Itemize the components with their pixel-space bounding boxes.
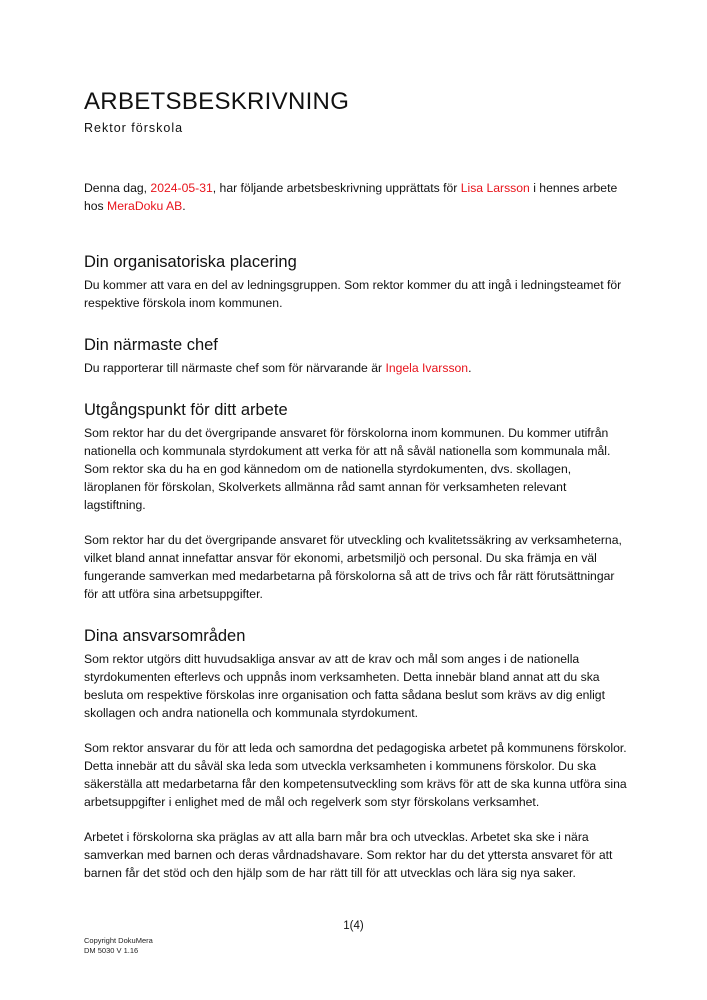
section-paragraph: Arbetet i förskolorna ska präglas av att alla barn mår bra och utvecklas. Arbetet ska ske i nära samverkan med barnen och deras vårdnadshavare. Som rektor har du det yttersta ansvaret för att barnen får det stöd och den hjälp som de har rätt till för att utvecklas och lära sig nya saker. [84,830,613,880]
employee-name: Lisa Larsson [460,181,530,195]
section-utgangspunkt [84,400,629,603]
page-number: 1(4) [343,920,364,932]
intro-text: Denna dag, [84,181,151,195]
document-subtitle: Rektor förskola [84,121,184,135]
section-paragraph: Som rektor har du det övergripande ansvaret för förskolorna inom kommunen. Du kommer utifrån nationella och kommunala styrdokument att verka för att nå såväl nationella som kommunala mål. Som rektor ska du ha en god kännedom om de nationella styrdokumenten, dvs. skollagen, läroplanen för förskolan, Skolverkets allmänna råd samt annan för verksamheten relevant lagstiftning. [84,426,611,512]
section-paragraph: Som rektor utgörs ditt huvudsakliga ansvar av att de krav och mål som anges i de nationella styrdokumenten efterlevs och uppnås inom verksamheten. Detta innebär bland annat att du ska besluta om respektive förskolas inre organisation och fatta sådana beslut som krävs av dig enligt skollagen och andra nationella och kommunala styrdokument. [84,652,605,720]
document-page [84,88,629,882]
document-title: ARBETSBESKRIVNING [84,88,350,115]
section-paragraph: Du kommer att vara en del av ledningsgruppen. Som rektor kommer du att ingå i ledningsteamet för respektive förskola inom kommunen. [84,278,622,310]
footer-version: DM 5030 V 1.16 [84,946,139,955]
intro-text: , har följande arbetsbeskrivning upprättats för [212,181,461,195]
section-paragraph [84,359,629,377]
section-heading: Din organisatoriska placering [84,253,297,271]
section-chef [84,335,629,377]
paragraph-text: . [468,361,472,375]
paragraph-text: Du rapporterar till närmaste chef som för närvarande är [84,361,386,375]
intro-text: . [182,199,186,213]
section-heading: Utgångspunkt för ditt arbete [84,401,288,419]
section-heading: Din närmaste chef [84,336,218,354]
manager-name: Ingela Ivarsson [385,361,469,375]
section-paragraph: Som rektor ansvarar du för att leda och samordna det pedagogiska arbetet på kommunens förskolor. Detta innebär att du såväl ska leda som utveckla verksamheten i kommunens förskolor. Du ska säkerställa att medarbetarna får den kompetensutveckling som krävs för att de ska kunna utföra sina arbetsuppgifter i enlighet med de mål och regelverk som styr förskolans verksamhet. [84,741,627,809]
footer-copyright: Copyright DokuMera [84,936,153,945]
intro-text: i hennes arbete hos [84,181,618,213]
footer [84,936,153,956]
section-paragraph: Som rektor har du det övergripande ansvaret för utveckling och kvalitetssäkring av verksamheterna, vilket bland annat innefattar ansvar för ekonomi, arbetsmiljö och personal. Du ska främja en väl fungerande samverkan med medarbetarna på förskolorna så att de trivs och får rätt förutsättningar för att utföra sina arbetsuppgifter. [84,533,622,601]
intro-date: 2024-05-31 [150,181,213,195]
section-placering [84,252,629,312]
section-heading: Dina ansvarsområden [84,627,246,645]
company-name: MeraDoku AB [107,199,183,213]
intro-paragraph [84,179,629,215]
section-ansvar [84,626,629,882]
